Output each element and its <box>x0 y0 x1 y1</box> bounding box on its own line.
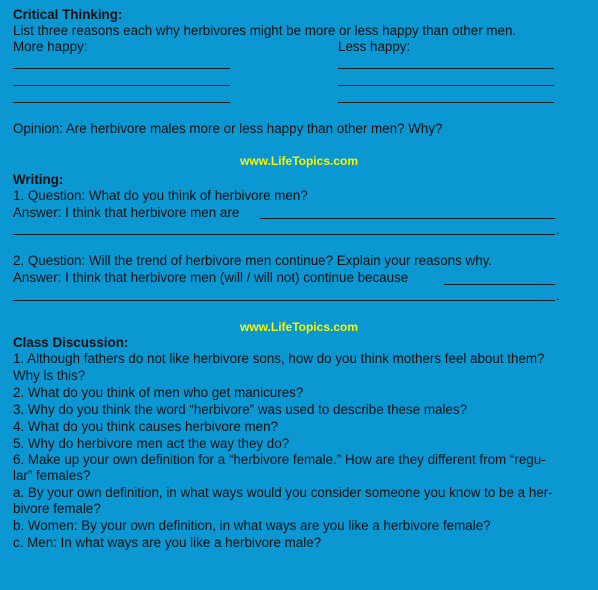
less-happy-blank-1[interactable] <box>338 68 554 69</box>
discussion-line: lar” females? <box>13 468 91 483</box>
opinion-question: Opinion: Are herbivore males more or less happy than other men? Why? <box>13 121 443 136</box>
discussion-line: 2. What do you think of men who get manicures? <box>13 385 304 400</box>
lifetopics-watermark-2: www.LifeTopics.com <box>239 320 358 334</box>
discussion-line: 3. Why do you think the word “herbivore” was used to describe these males? <box>13 402 468 417</box>
discussion-line: c. Men: In what ways are you like a herbivore male? <box>13 535 322 550</box>
answer-2-period: . <box>556 288 560 303</box>
critical-instruction: List three reasons each why herbivores might be more or less happy than other men. <box>13 23 517 38</box>
writing-question-1: 1. Question: What do you think of herbivore men? <box>13 188 308 203</box>
answer-1-period: . <box>556 222 560 237</box>
writing-answer-1-prompt: Answer: I think that herbivore men are <box>13 205 240 220</box>
discussion-line: 5. Why do herbivore men act the way they do? <box>13 436 290 451</box>
answer-1-blank-full[interactable] <box>13 234 555 235</box>
less-happy-blank-3[interactable] <box>338 102 554 103</box>
answer-1-blank-inline[interactable] <box>260 218 555 219</box>
writing-question-2: 2. Question: Will the trend of herbivore men continue? Explain your reasons why. <box>13 253 493 268</box>
discussion-line: Why is this? <box>13 368 86 383</box>
lifetopics-watermark-1: www.LifeTopics.com <box>239 154 358 168</box>
discussion-line: b. Women: By your own definition, in what ways are you like a herbivore female? <box>13 518 491 533</box>
discussion-line: 6. Make up your own definition for a “herbivore female.” How are they different from “regu- <box>13 452 546 467</box>
more-happy-blank-3[interactable] <box>13 102 230 103</box>
less-happy-label: Less happy: <box>338 39 411 54</box>
answer-2-blank-inline[interactable] <box>444 284 555 285</box>
discussion-line: a. By your own definition, in what ways would you consider someone you know to be a her- <box>13 485 553 500</box>
less-happy-blank-2[interactable] <box>338 85 554 86</box>
answer-2-blank-full[interactable] <box>13 300 555 301</box>
writing-answer-2-prompt: Answer: I think that herbivore men (will / will not) continue because <box>13 270 409 285</box>
discussion-line: bivore female? <box>13 501 101 516</box>
more-happy-label: More happy: <box>13 39 88 54</box>
more-happy-blank-1[interactable] <box>13 68 230 69</box>
more-happy-blank-2[interactable] <box>13 85 230 86</box>
class-discussion-heading: Class Discussion: <box>13 335 129 350</box>
writing-heading: Writing: <box>13 172 64 187</box>
discussion-line: 4. What do you think causes herbivore men? <box>13 419 278 434</box>
discussion-line: 1. Although fathers do not like herbivore sons, how do you think mothers feel about them? <box>13 351 545 366</box>
critical-thinking-heading: Critical Thinking: <box>13 7 123 22</box>
